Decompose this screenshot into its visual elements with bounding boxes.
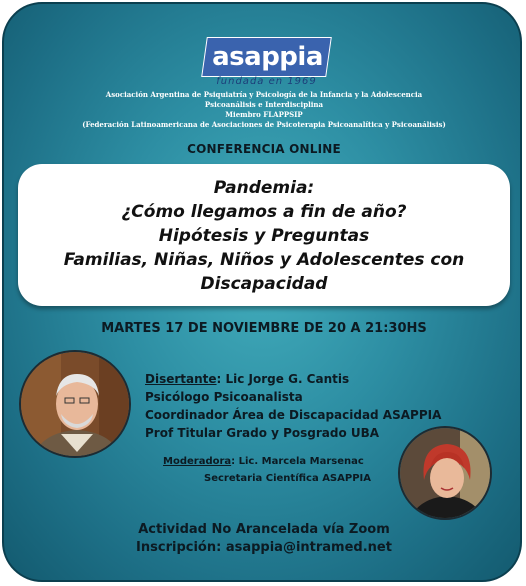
moderator-name-text: : Lic. Marcela Marsenac <box>231 456 364 467</box>
association-membership: Miembro FLAPPSIP <box>225 110 303 119</box>
title-line-5: Discapacidad <box>200 274 328 294</box>
title-line-3: Hipótesis y Preguntas <box>158 226 370 246</box>
association-subtitle: Psicoanálisis e Interdisciplina <box>204 100 324 109</box>
association-name: Asociación Argentina de Psiquiatría y Psicología de la Infancia y la Adolescencia <box>105 90 423 99</box>
title-line-1: Pandemia: <box>213 178 315 198</box>
moderator-name <box>163 456 364 467</box>
event-type: CONFERENCIA ONLINE <box>187 142 341 156</box>
title-box <box>18 164 510 306</box>
moderator-photo <box>398 426 492 520</box>
speaker-role-label: Disertante <box>145 372 217 386</box>
speaker-photo <box>19 350 131 458</box>
speaker-name-text: : Lic Jorge G. Cantis <box>216 372 350 386</box>
moderator-portrait-icon <box>400 428 492 520</box>
speaker-portrait-icon <box>21 352 131 458</box>
logo-text: asappia <box>212 42 323 72</box>
event-poster <box>2 2 522 582</box>
registration-email: Inscripción: asappia@intramed.net <box>136 540 392 555</box>
logo-tagline: fundada en 1969 <box>216 76 317 87</box>
title-line-4: Familias, Niñas, Niños y Adolescentes con <box>63 250 465 270</box>
speaker-professor: Prof Titular Grado y Posgrado UBA <box>145 426 380 440</box>
event-date: MARTES 17 DE NOVIEMBRE DE 20 A 21:30HS <box>101 321 427 336</box>
speaker-name <box>145 372 349 386</box>
activity-note: Actividad No Arancelada vía Zoom <box>138 522 390 537</box>
moderator-role-label: Moderadora <box>163 456 232 467</box>
speaker-coordinator: Coordinador Área de Discapacidad ASAPPIA <box>145 408 442 422</box>
moderator-role: Secretaria Científica ASAPPIA <box>204 473 371 484</box>
association-federation: (Federación Latinoamericana de Asociaciones de Psicoterapia Psicoanalítica y Psicoanálisis) <box>82 120 446 129</box>
speaker-profession: Psicólogo Psicoanalista <box>145 390 303 404</box>
title-line-2: ¿Cómo llegamos a fin de año? <box>121 202 407 222</box>
asappia-logo <box>201 37 332 77</box>
